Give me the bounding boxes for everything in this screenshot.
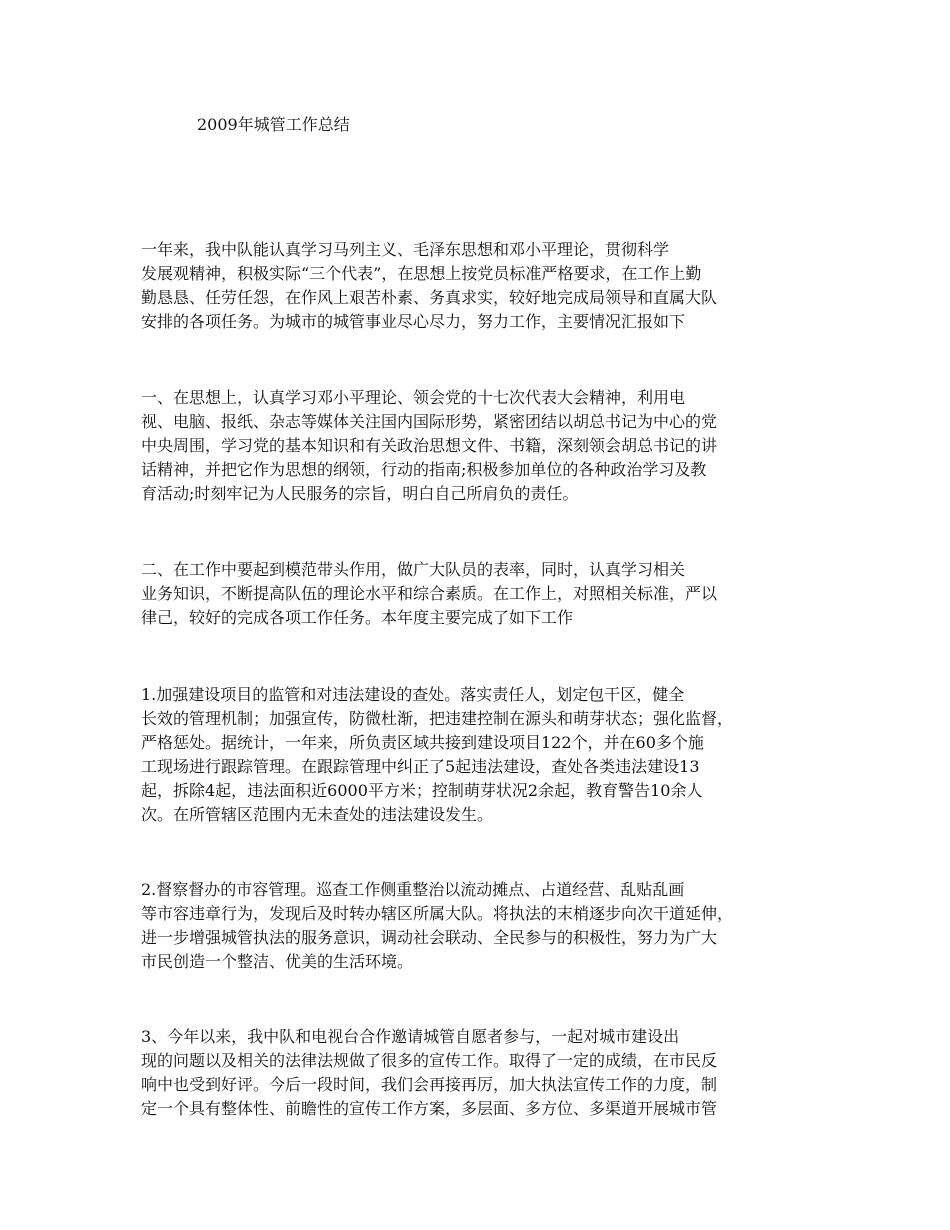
text-line: 话精神，并把它作为思想的纲领，行动的指南;积极参加单位的各种政治学习及教 xyxy=(141,460,707,479)
text-line: 长效的管理机制；加强宣传，防微杜渐，把违建控制在源头和萌芽状态；强化监督， xyxy=(141,709,734,728)
text-line: 业务知识，不断提高队伍的理论水平和综合素质。在工作上，对照相关标准，严以 xyxy=(141,584,718,603)
text-line: 市民创造一个整洁、优美的生活环境。 xyxy=(141,952,414,971)
text-line: 育活动;时刻牢记为人民服务的宗旨，明白自己所肩负的责任。 xyxy=(141,484,579,503)
document-title: 2009年城管工作总结 xyxy=(197,115,350,134)
paragraph-intro xyxy=(141,238,821,334)
text-line: 1.加强建设项目的监管和对违法建设的查处。落实责任人，划定包干区，健全 xyxy=(141,685,685,704)
text-line: 二、在工作中要起到模范带头作用，做广大队员的表率，同时，认真学习相关 xyxy=(141,560,686,579)
paragraph-section-2 xyxy=(141,558,821,630)
text-line: 严格惩处。据统计，一年来，所负责区域共接到建设项目122个，并在60多个施 xyxy=(141,733,704,752)
text-line: 现的问题以及相关的法律法规做了很多的宣传工作。取得了一定的成绩，在市民反 xyxy=(141,1051,718,1070)
paragraph-section-1 xyxy=(141,386,821,506)
text-line: 2.督察督办的市容管理。巡查工作侧重整治以流动摊点、占道经营、乱贴乱画 xyxy=(141,880,685,899)
text-line: 工现场进行跟踪管理。在跟踪管理中纠正了5起违法建设，查处各类违法建设13 xyxy=(141,757,700,776)
text-line: 中央周围，学习党的基本知识和有关政治思想文件、书籍，深刻领会胡总书记的讲 xyxy=(141,436,718,455)
text-line: 安排的各项任务。为城市的城管事业尽心尽力，努力工作，主要情况汇报如下 xyxy=(141,312,686,331)
text-line: 定一个具有整体性、前瞻性的宣传工作方案，多层面、多方位、多渠道开展城市管 xyxy=(141,1099,718,1118)
text-line: 响中也受到好评。今后一段时间，我们会再接再厉，加大执法宣传工作的力度，制 xyxy=(141,1075,718,1094)
paragraph-item-2 xyxy=(141,878,821,974)
text-line: 进一步增强城管执法的服务意识，调动社会联动、全民参与的积极性，努力为广大 xyxy=(141,928,718,947)
text-line: 次。在所管辖区范围内无未查处的违法建设发生。 xyxy=(141,805,494,824)
text-line: 等市容违章行为，发现后及时转办辖区所属大队。将执法的末梢逐步向次干道延伸， xyxy=(141,904,734,923)
paragraph-item-1 xyxy=(141,683,821,827)
text-line: 发展观精神，积极实际“三个代表”，在思想上按党员标准严格要求，在工作上勤 xyxy=(141,264,702,283)
text-line: 一年来，我中队能认真学习马列主义、毛泽东思想和邓小平理论，贯彻科学 xyxy=(141,240,670,259)
text-line: 勤恳恳、任劳任怨，在作风上艰苦朴素、务真求实，较好地完成局领导和直属大队 xyxy=(141,288,718,307)
text-line: 视、电脑、报纸、杂志等媒体关注国内国际形势，紧密团结以胡总书记为中心的党 xyxy=(141,412,718,431)
paragraph-item-3 xyxy=(141,1025,821,1121)
text-line: 起，拆除4起，违法面积近6000平方米；控制萌芽状况2余起，教育警告10余人 xyxy=(141,781,703,800)
text-line: 3、今年以来，我中队和电视台合作邀请城管自愿者参与，一起对城市建设出 xyxy=(141,1027,680,1046)
text-line: 一、在思想上，认真学习邓小平理论、领会党的十七次代表大会精神，利用电 xyxy=(141,388,686,407)
text-line: 律己，较好的完成各项工作任务。本年度主要完成了如下工作 xyxy=(141,608,574,627)
